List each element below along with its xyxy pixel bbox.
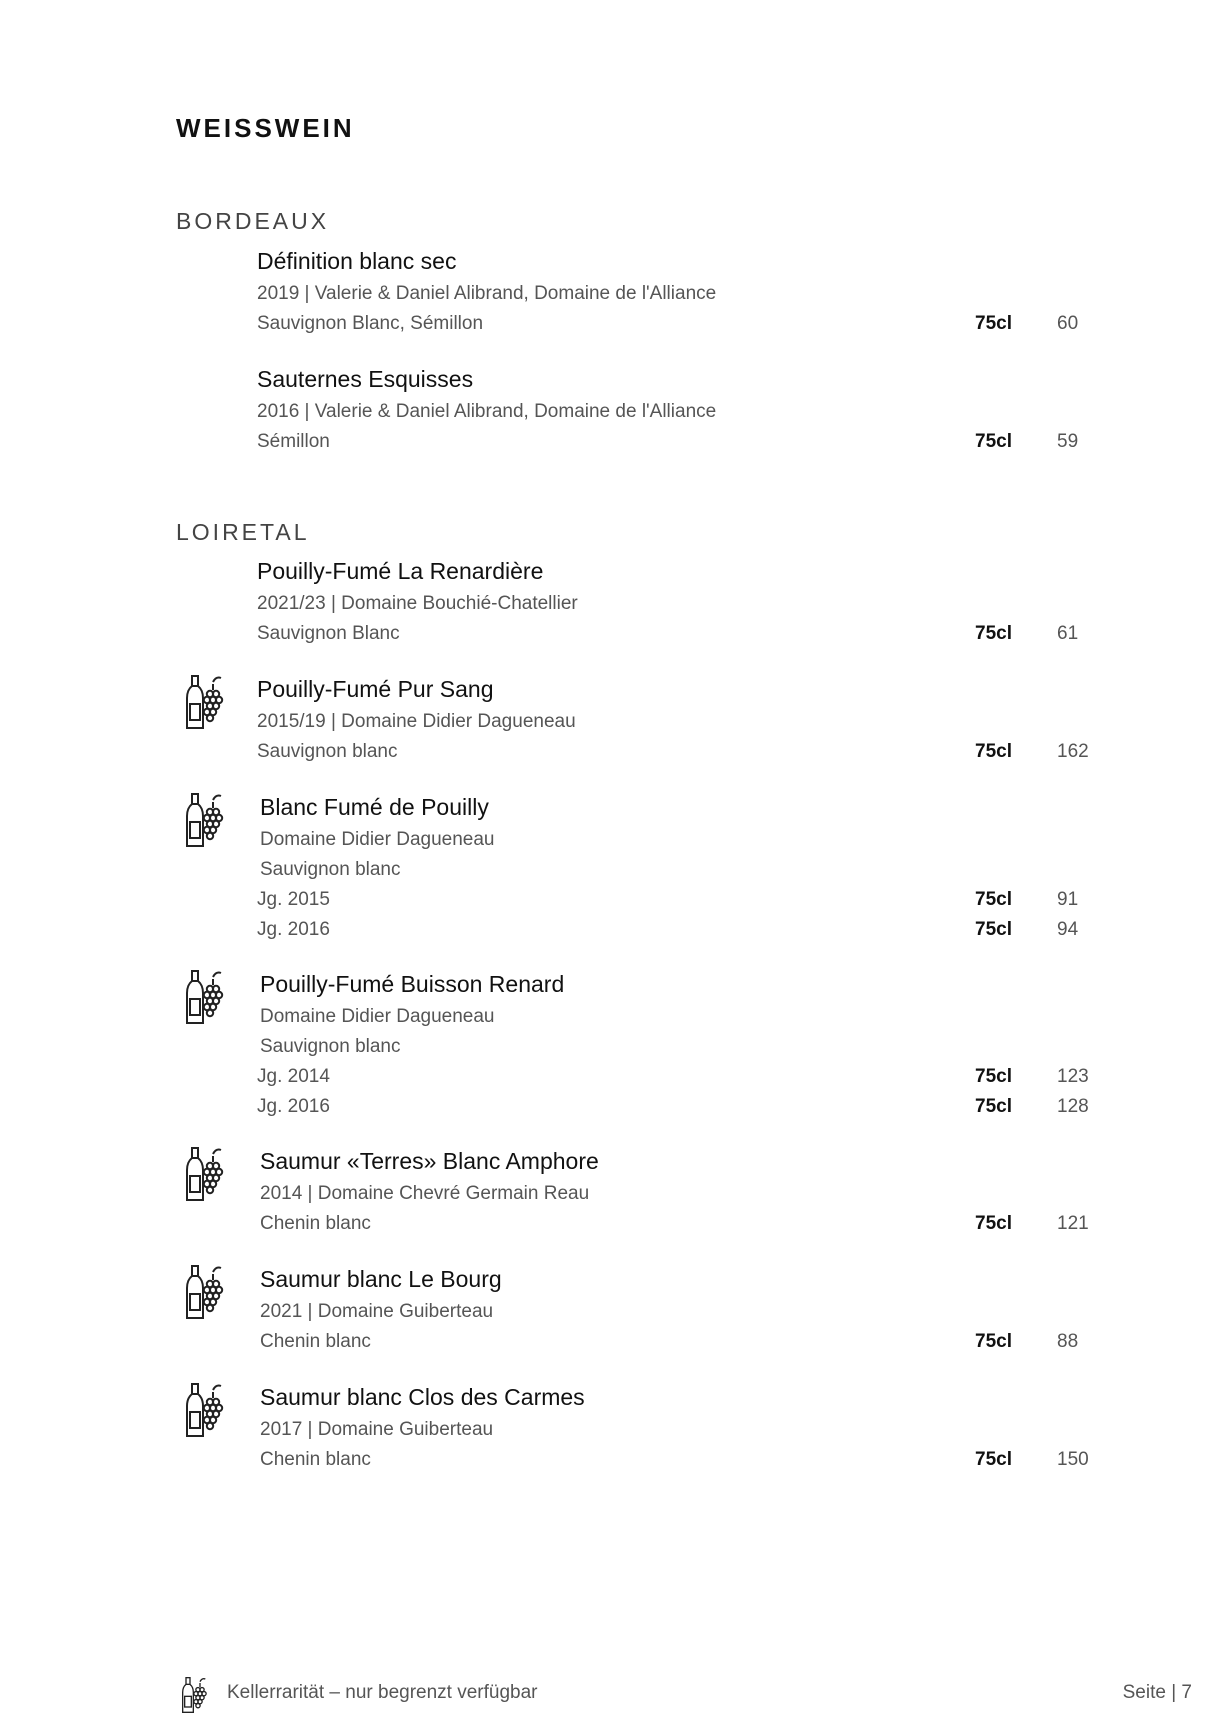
wine-bottle-grapes-icon <box>183 967 231 1027</box>
wine-name: Sauternes Esquisses <box>257 366 474 392</box>
wine-detail: Chenin blanc <box>260 1213 371 1234</box>
wine-bottle-grapes-icon <box>183 790 231 850</box>
wine-detail: 2021 | Domaine Guiberteau <box>260 1301 494 1322</box>
vintage-label: Jg. 2014 <box>257 1066 330 1087</box>
bottle-size: 75cl <box>975 889 1012 910</box>
wine-name: Pouilly-Fumé La Renardière <box>257 558 544 584</box>
price: 123 <box>1057 1066 1089 1087</box>
price: 88 <box>1057 1331 1079 1352</box>
wine-detail: Sauvignon blanc <box>260 1036 401 1057</box>
price: 162 <box>1057 741 1089 762</box>
wine-detail: 2014 | Domaine Chevré Germain Reau <box>260 1183 590 1204</box>
wine-name: Blanc Fumé de Pouilly <box>260 794 489 820</box>
wine-detail: 2015/19 | Domaine Didier Dagueneau <box>257 711 576 732</box>
wine-detail: Domaine Didier Dagueneau <box>260 829 495 850</box>
bottle-size: 75cl <box>975 1096 1012 1117</box>
bottle-size: 75cl <box>975 741 1012 762</box>
region-heading: BORDEAUX <box>176 208 330 234</box>
wine-detail: Chenin blanc <box>260 1449 371 1470</box>
wine-detail: Sauvignon Blanc, Sémillon <box>257 313 484 334</box>
price: 59 <box>1057 431 1079 452</box>
price: 121 <box>1057 1213 1089 1234</box>
wine-detail: 2017 | Domaine Guiberteau <box>260 1419 494 1440</box>
footer-note: Kellerrarität – nur begrenzt verfügbar <box>227 1682 538 1703</box>
wine-bottle-grapes-icon <box>183 1380 231 1440</box>
wine-detail: Sauvignon blanc <box>257 741 398 762</box>
price: 61 <box>1057 623 1079 644</box>
region-heading: LOIRETAL <box>176 519 310 545</box>
bottle-size: 75cl <box>975 313 1012 334</box>
bottle-size: 75cl <box>975 919 1012 940</box>
bottle-size: 75cl <box>975 1331 1012 1352</box>
wine-detail: 2019 | Valerie & Daniel Alibrand, Domaine de l'Alliance <box>257 283 717 304</box>
wine-name: Saumur blanc Clos des Carmes <box>260 1384 585 1410</box>
wine-bottle-grapes-icon <box>183 1262 231 1322</box>
bottle-size: 75cl <box>975 623 1012 644</box>
wine-bottle-grapes-icon <box>183 1144 231 1204</box>
bottle-size: 75cl <box>975 1213 1012 1234</box>
wine-name: Saumur «Terres» Blanc Amphore <box>260 1148 599 1174</box>
wine-name: Saumur blanc Le Bourg <box>260 1266 502 1292</box>
price: 94 <box>1057 919 1079 940</box>
wine-detail: Domaine Didier Dagueneau <box>260 1006 495 1027</box>
wine-name: Pouilly-Fumé Pur Sang <box>257 676 494 702</box>
vintage-label: Jg. 2015 <box>257 889 330 910</box>
vintage-label: Jg. 2016 <box>257 919 330 940</box>
wine-name: Pouilly-Fumé Buisson Renard <box>260 971 565 997</box>
wine-detail: Chenin blanc <box>260 1331 371 1352</box>
price: 60 <box>1057 313 1079 334</box>
wine-detail: 2016 | Valerie & Daniel Alibrand, Domaine de l'Alliance <box>257 401 717 422</box>
page-number: Seite | 7 <box>1122 1682 1192 1703</box>
wine-detail: Sauvignon Blanc <box>257 623 400 644</box>
price: 91 <box>1057 889 1079 910</box>
bottle-size: 75cl <box>975 1066 1012 1087</box>
price: 150 <box>1057 1449 1089 1470</box>
wine-detail: 2021/23 | Domaine Bouchié-Chatellier <box>257 593 578 614</box>
wine-name: Définition blanc sec <box>257 248 457 274</box>
wine-bottle-grapes-icon <box>180 1675 212 1715</box>
page-title: WEISSWEIN <box>176 113 355 143</box>
wine-bottle-grapes-icon <box>183 672 231 732</box>
bottle-size: 75cl <box>975 431 1012 452</box>
wine-detail: Sémillon <box>257 431 330 452</box>
price: 128 <box>1057 1096 1089 1117</box>
wine-detail: Sauvignon blanc <box>260 859 401 880</box>
bottle-size: 75cl <box>975 1449 1012 1470</box>
vintage-label: Jg. 2016 <box>257 1096 330 1117</box>
